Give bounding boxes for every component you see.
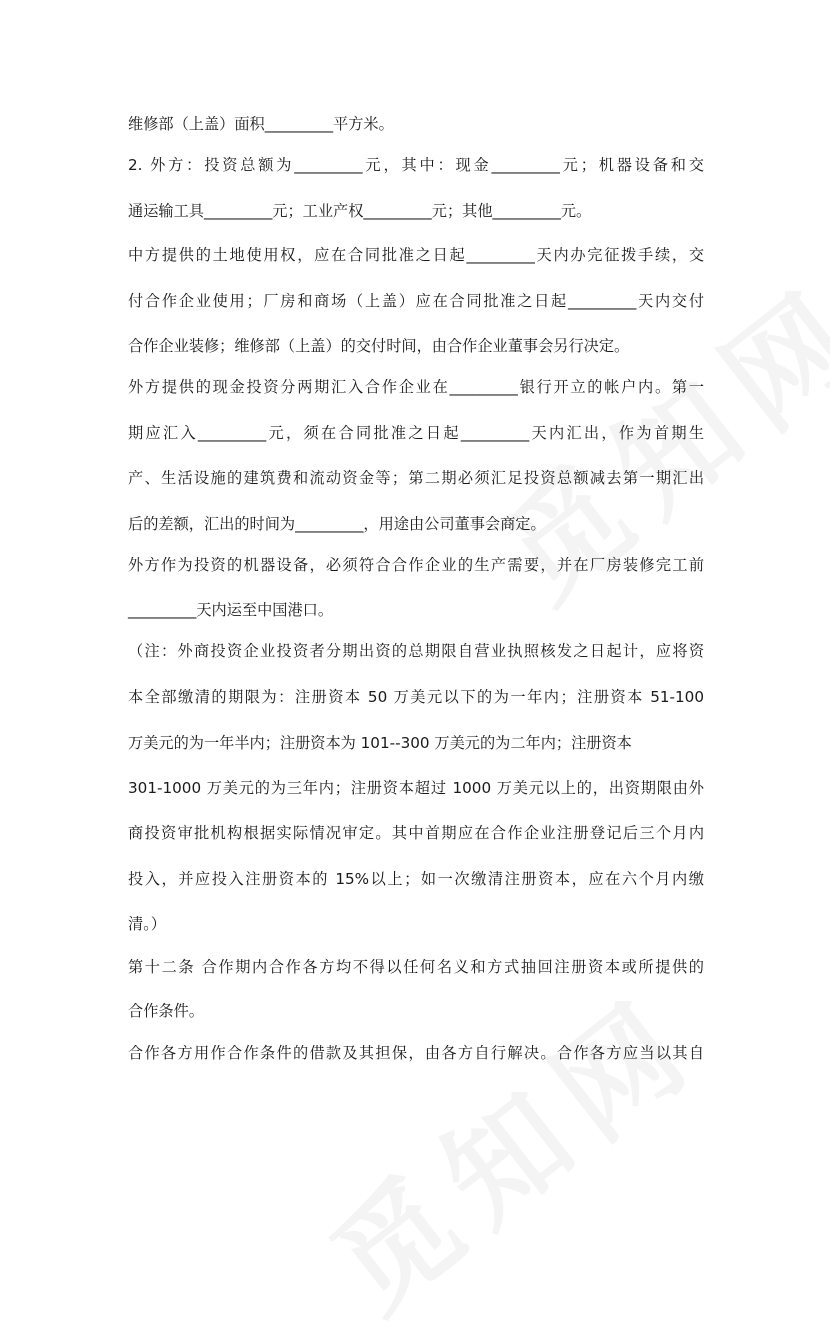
text-line: 投入，并应投入注册资本的 15%以上；如一次缴清注册资本，应在六个月内缴 — [128, 870, 704, 888]
text-line: 中方提供的土地使用权，应在合同批准之日起_________天内办完征拨手续，交 — [128, 246, 704, 264]
text-line: 商投资审批机构根据实际情况审定。其中首期应在合作企业注册登记后三个月内 — [128, 824, 704, 842]
text-line: 合作各方用作合作条件的借款及其担保，由各方自行解决。合作各方应当以其自 — [128, 1044, 704, 1062]
text-line: 清。） — [128, 915, 166, 933]
text-line: 外方提供的现金投资分两期汇入合作企业在_________银行开立的帐户内。第一 — [128, 378, 704, 396]
text-line: 维修部（上盖）面积_________平方米。 — [128, 115, 394, 133]
text-line: 付合作企业使用；厂房和商场（上盖）应在合同批准之日起_________天内交付 — [128, 292, 704, 310]
text-line: 301-1000 万美元的为三年内；注册资本超过 1000 万美元以上的，出资期限由外 — [128, 779, 704, 797]
text-line: 后的差额，汇出的时间为_________，用途由公司董事会商定。 — [128, 515, 546, 533]
text-line: 外方作为投资的机器设备，必须符合合作企业的生产需要，并在厂房装修完工前 — [128, 556, 704, 574]
text-line: _________天内运至中国港口。 — [128, 601, 334, 619]
watermark — [292, 949, 729, 1343]
text-line: 万美元的为一年半内；注册资本为 101--300 万美元的为二年内；注册资本 — [128, 734, 632, 752]
text-line: 产、生活设施的建筑费和流动资金等；第二期必须汇足投资总额减去第一期汇出 — [128, 469, 704, 487]
text-line: 期应汇入_________元，须在合同批准之日起_________天内汇出，作为首期生 — [128, 424, 704, 442]
text-line: 通运输工具_________元；工业产权_________元；其他_________元。 — [128, 202, 592, 220]
text-line: 第十二条 合作期内合作各方均不得以任何名义和方式抽回注册资本或所提供的 — [128, 958, 704, 976]
text-line: 2. 外方：投资总额为_________元，其中：现金_________元；机器设备和交 — [128, 156, 704, 174]
text-line: 合作条件。 — [128, 1002, 204, 1020]
text-line: 本全部缴清的期限为：注册资本 50 万美元以下的为一年内；注册资本 51-100 — [128, 688, 704, 706]
text-line: 合作企业装修；维修部（上盖）的交付时间，由合作企业董事会另行决定。 — [128, 337, 630, 355]
text-line: （注：外商投资企业投资者分期出资的总期限自营业执照核发之日起计，应将资 — [128, 642, 704, 660]
